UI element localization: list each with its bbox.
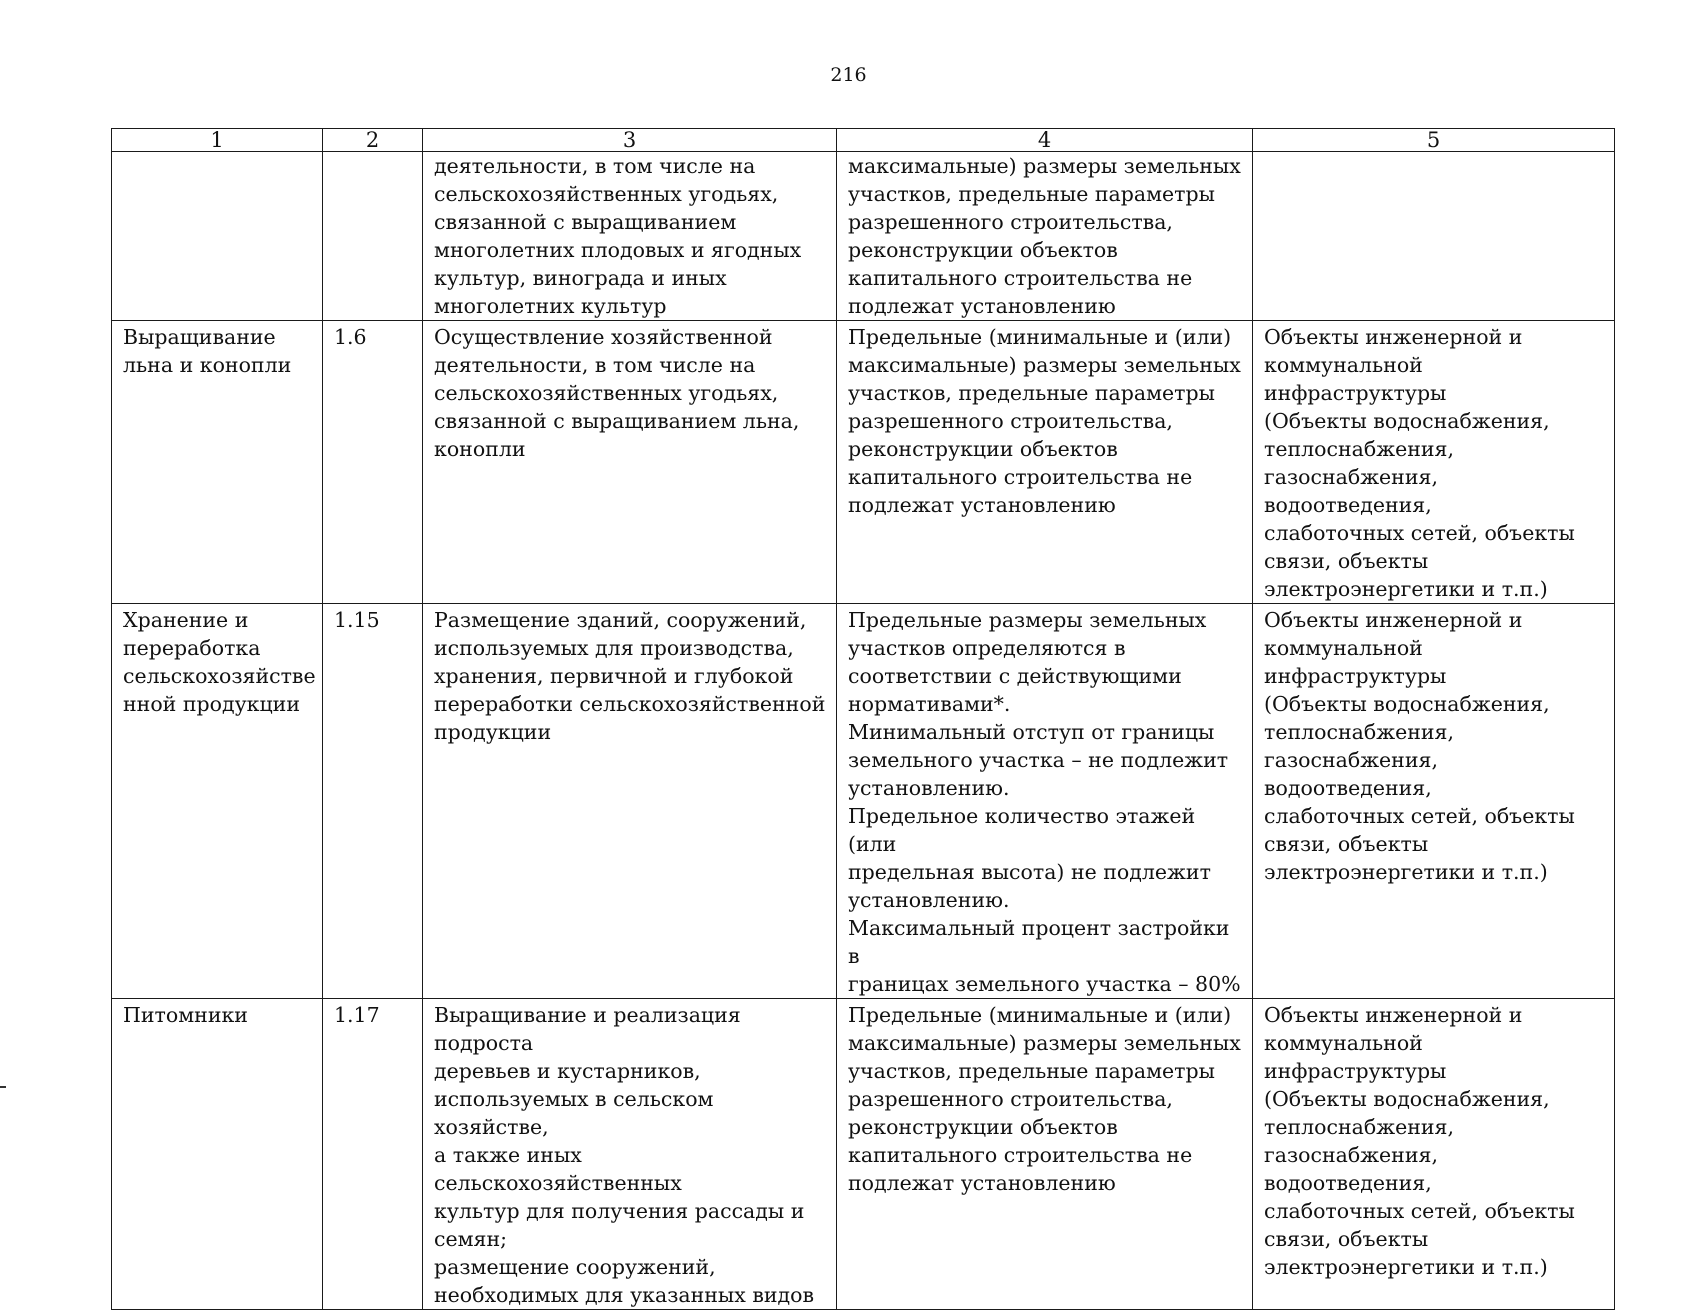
table-row	[112, 999, 1615, 1310]
page-number: 216	[830, 64, 867, 86]
auxiliary-uses-cell	[1253, 152, 1615, 321]
use-description-cell	[423, 604, 837, 999]
auxiliary-uses: Объекты инженерной и коммунальной инфраструктуры (Объекты водоснабжения, теплоснабжения, газоснабжения, водоотведения, слаботочных сетей, объекты связи, объекты электроэнергетики и т.п.)	[1264, 1003, 1575, 1279]
use-parameters-cell	[837, 604, 1253, 999]
table-row	[112, 604, 1615, 999]
use-name-cell	[112, 999, 323, 1310]
column-header-3: 3	[423, 129, 837, 152]
use-code-cell	[323, 321, 423, 604]
column-header-4: 4	[837, 129, 1253, 152]
use-description-cell	[423, 999, 837, 1310]
use-parameters: максимальные) размеры земельных участков, предельные параметры разрешенного строительства, реконструкции объектов капитального строительства не подлежат установлению	[848, 154, 1241, 318]
use-code: 1.15	[334, 608, 380, 632]
use-parameters: Предельные размеры земельных участков определяются в соответствии с действующими нормативами*. Минимальный отступ от границы земельного участка – не подлежит установлению. Предельное количество этажей (или предельная высота) не подлежит установлению. Максимальный процент застройки в границах земельного участка – 80%	[848, 608, 1241, 996]
column-header-5: 5	[1253, 129, 1615, 152]
use-code-cell	[323, 999, 423, 1310]
use-code: 1.17	[334, 1003, 380, 1027]
use-name: Питомники	[123, 1003, 248, 1027]
auxiliary-uses-cell	[1253, 604, 1615, 999]
margin-mark	[0, 1086, 6, 1088]
column-header-1: 1	[112, 129, 323, 152]
use-description-cell	[423, 152, 837, 321]
use-name-cell	[112, 152, 323, 321]
use-parameters-cell	[837, 999, 1253, 1310]
auxiliary-uses-cell	[1253, 321, 1615, 604]
auxiliary-uses-cell	[1253, 999, 1615, 1310]
use-name: Выращивание льна и конопли	[123, 325, 292, 377]
use-description: Выращивание и реализация подроста деревьев и кустарников, используемых в сельском хозяйстве, а также иных сельскохозяйственных культур для получения рассады и семян; размещение сооружений, необходимых для указанных видов	[434, 1003, 815, 1307]
use-code-cell	[323, 152, 423, 321]
use-parameters: Предельные (минимальные и (или) максимальные) размеры земельных участков, предельные параметры разрешенного строительства, реконструкции объектов капитального строительства не подлежат установлению	[848, 1003, 1241, 1195]
column-header-2: 2	[323, 129, 423, 152]
use-code-cell	[323, 604, 423, 999]
use-code: 1.6	[334, 325, 367, 349]
auxiliary-uses: Объекты инженерной и коммунальной инфраструктуры (Объекты водоснабжения, теплоснабжения, газоснабжения, водоотведения, слаботочных сетей, объекты связи, объекты электроэнергетики и т.п.)	[1264, 608, 1575, 884]
use-name-cell	[112, 321, 323, 604]
table-header-row	[112, 129, 1615, 152]
use-parameters-cell	[837, 152, 1253, 321]
use-description-cell	[423, 321, 837, 604]
auxiliary-uses: Объекты инженерной и коммунальной инфраструктуры (Объекты водоснабжения, теплоснабжения, газоснабжения, водоотведения, слаботочных сетей, объекты связи, объекты электроэнергетики и т.п.)	[1264, 325, 1575, 601]
table-row	[112, 321, 1615, 604]
use-description: деятельности, в том числе на сельскохозяйственных угодьях, связанной с выращиванием многолетних плодовых и ягодных культур, винограда и иных многолетних культур	[434, 154, 802, 318]
table-row	[112, 152, 1615, 321]
use-name-cell	[112, 604, 323, 999]
use-parameters-cell	[837, 321, 1253, 604]
use-name: Хранение и переработка сельскохозяйстве нной продукции	[123, 608, 316, 716]
use-parameters: Предельные (минимальные и (или) максимальные) размеры земельных участков, предельные параметры разрешенного строительства, реконструкции объектов капитального строительства не подлежат установлению	[848, 325, 1241, 517]
use-description: Осуществление хозяйственной деятельности, в том числе на сельскохозяйственных угодьях, связанной с выращиванием льна, конопли	[434, 325, 800, 461]
use-description: Размещение зданий, сооружений, используемых для производства, хранения, первичной и глубокой переработки сельскохозяйственной продукции	[434, 608, 826, 744]
land-use-table	[111, 128, 1615, 1310]
